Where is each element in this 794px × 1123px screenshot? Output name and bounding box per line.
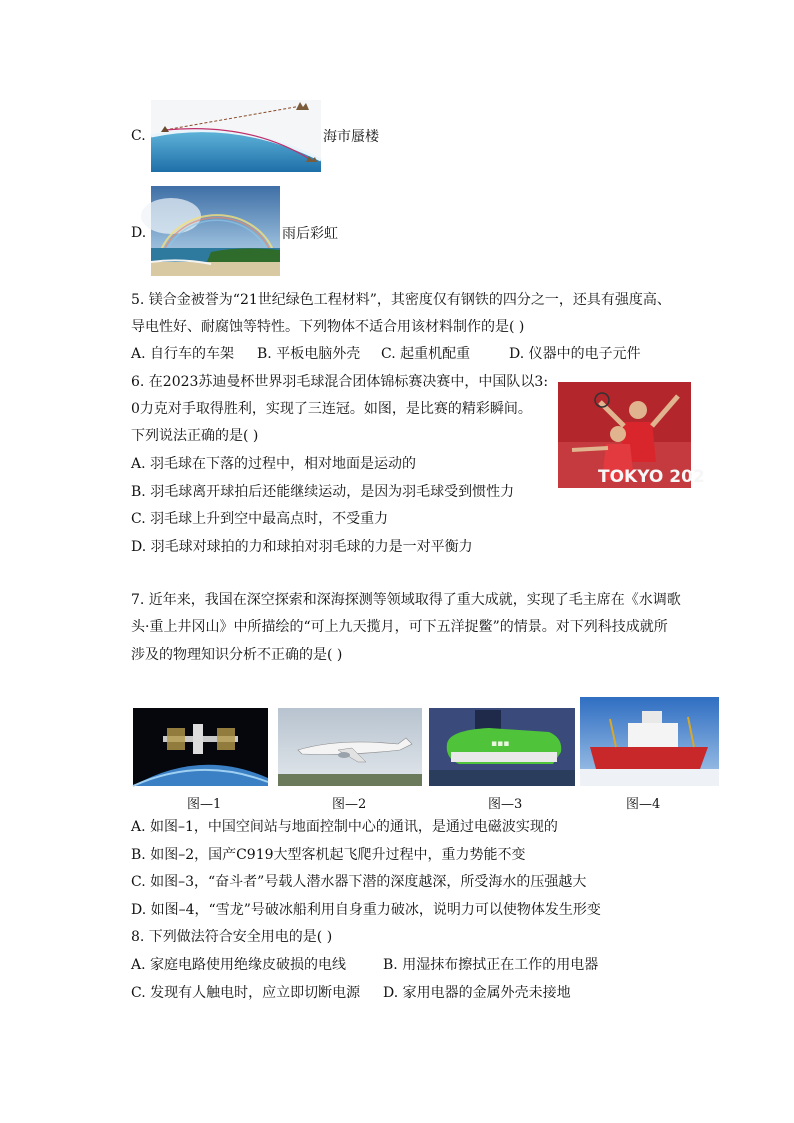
svg-text:▪▪▪: ▪▪▪ [491,739,510,749]
q6-option-a: A. 羽毛球在下落的过程中，相对地面是运动的 [131,456,417,472]
q7-stem-line2: 头·重上井冈山》中所描绘的“可上九天揽月，可下五洋捉鳖”的情景。对下列科技成就所 [131,619,668,635]
option-c-caption: 海市蜃楼 [323,129,379,145]
q6-stem-line1: 6. 在2023苏迪曼杯世界羽毛球混合团体锦标赛决赛中，中国队以3: [131,374,549,390]
q5-stem-line1: 5. 镁合金被誉为“21世纪绿色工程材料”，其密度仅有钢铁的四分之一，还具有强度高、 [131,292,671,308]
figure-4-caption: 图—4 [626,797,661,812]
figure-1-caption: 图—1 [187,797,222,812]
q5-option-d: D. 仪器中的电子元件 [509,346,641,362]
q6-option-c: C. 羽毛球上升到空中最高点时，不受重力 [131,511,389,527]
option-d-caption: 雨后彩虹 [282,226,338,242]
q7-option-b: B. 如图–2，国产C919大型客机起飞爬升过程中，重力势能不变 [131,847,526,863]
rainbow-photo [151,186,280,276]
q7-stem-line3: 涉及的物理知识分析不正确的是( ) [131,647,343,663]
q7-option-d: D. 如图–4，“雪龙”号破冰船利用自身重力破冰，说明力可以使物体发生形变 [131,902,601,918]
q5-option-c: C. 起重机配重 [381,346,471,362]
q8-stem: 8. 下列做法符合安全用电的是( ) [131,929,333,945]
option-c-letter: C. [131,128,146,144]
figure-2-caption: 图—2 [332,797,367,812]
tokyo-banner-text: TOKYO 202 [598,467,705,487]
q8-option-c: C. 发现有人触电时，应立即切断电源 [131,985,361,1001]
mirage-illustration [151,100,321,172]
badminton-photo [558,382,705,488]
q5-stem-line2: 导电性好、耐腐蚀等特性。下列物体不适合用该材料制作的是( ) [131,319,525,335]
space-station-photo [133,708,268,786]
figure-3-caption: 图—3 [488,797,523,812]
aircraft-photo [278,708,422,786]
q5-option-a: A. 自行车的车架 [131,346,235,362]
option-d-letter: D. [131,225,147,241]
q5-option-b: B. 平板电脑外壳 [257,346,361,362]
q6-stem-line3: 下列说法正确的是( ) [131,428,259,444]
q6-stem-line2: 0力克对手取得胜利，实现了三连冠。如图，是比赛的精彩瞬间。 [131,401,532,417]
submersible-photo [429,708,575,786]
icebreaker-photo [580,697,719,786]
q8-option-b: B. 用湿抹布擦拭正在工作的用电器 [383,957,599,973]
q7-option-a: A. 如图–1，中国空间站与地面控制中心的通讯，是通过电磁波实现的 [131,819,558,835]
q6-option-b: B. 羽毛球离开球拍后还能继续运动，是因为羽毛球受到惯性力 [131,484,515,500]
q7-option-c: C. 如图–3，“奋斗者”号载人潜水器下潜的深度越深，所受海水的压强越大 [131,874,587,890]
q8-option-a: A. 家庭电路使用绝缘皮破损的电线 [131,957,347,973]
q6-option-d: D. 羽毛球对球拍的力和球拍对羽毛球的力是一对平衡力 [131,539,473,555]
q8-option-d: D. 家用电器的金属外壳未接地 [383,985,571,1001]
q7-stem-line1: 7. 近年来，我国在深空探索和深海探测等领域取得了重大成就，实现了毛主席在《水调歌 [131,592,681,608]
